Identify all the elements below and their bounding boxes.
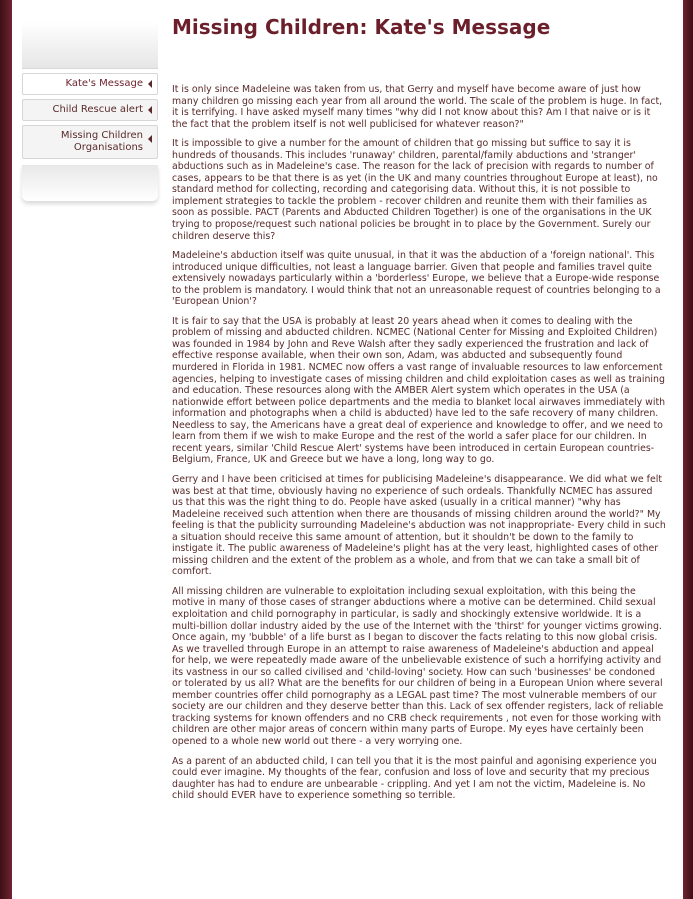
sidebar-nav: [22, 22, 158, 201]
arrow-left-icon: [148, 80, 152, 88]
sidebar-item-label: Kate's Message: [65, 78, 143, 89]
page-right-border: [683, 0, 693, 899]
article-paragraph: Madeleine's abduction itself was quite unusual, in that it was the abduction of a 'foreign national'. This introduced unique difficulties, not least a language barrier. Given that people and families travel quite extensively nowadays particularly within a 'borderless' Europe, we believe that a Europe-wide response to the problem is mandatory. I would think that not an unreasonable request of countries belonging to a 'European Union'?: [172, 250, 661, 308]
article-paragraph: It is fair to say that the USA is probably at least 20 years ahead when it comes to dealing with the problem of missing and abducted children. NCMEC (National Center for Missing and Exploited Children) was founded in 1984 by John and Reve Walsh after they sadly experienced the frustration and lack of effective response available, when their own son, Adam, was abducted and subsequently found murdered in Florida in 1981. NCMEC now offers a vast range of invaluable resources to law enforcement agencies, helping to investigate cases of missing children and child exploitation cases as well as training and education. These resources along with the AMBER Alert system which operates in the USA (a nationwide effort between police departments and the media to blanket local airwaves immediately with information and photographs when a child is abducted) have led to the safe recovery of many children. Needless to say, the Americans have a great deal of experience and knowledge to offer, and we need to learn from them if we wish to make Europe and the rest of the world a safer place for our children. In recent years, similar 'Child Rescue Alert' systems have been introduced in certain European countries- Belgium, France, UK and Greece but we have a long, long way to go.: [172, 315, 666, 466]
article-paragraph: Gerry and I have been criticised at times for publicising Madeleine's disappearance. We did what we felt was best at that time, obviously having no experience of such ordeals. Thankfully NCMEC has assured us that this was the right thing to do. People have asked (usually in a critical manner) "why has Madeleine received such attention when there are thousands of missing children around the world?" My feeling is that the publicity surrounding Madeleine's abduction was not inappropriate- Every child in such a situation should receive this same amount of attention, but it shouldn't be down to the family to instigate it. The public awareness of Madeleine's plight has at the very least, highlighted cases of other missing children and the extent of the problem as a whole, and from that we can take a small bit of comfort.: [172, 473, 666, 578]
arrow-left-icon: [148, 135, 152, 143]
sidebar-item-missing-children-organisations[interactable]: [22, 125, 158, 159]
page-container: [12, 0, 683, 899]
sidebar-item-label: Child Rescue alert: [52, 104, 143, 115]
sidebar-item-kates-message[interactable]: [22, 73, 158, 95]
sidebar-item-child-rescue-alert[interactable]: [22, 99, 158, 121]
arrow-left-icon: [148, 106, 152, 114]
sidebar-footer-decoration: [22, 165, 158, 201]
article-paragraph: All missing children are vulnerable to exploitation including sexual exploitation, with this being the motive in many of those cases of stranger abductions where a motive can be determined. Child sexual exploitation and child pornography in particular, is sadly and shockingly extensive worldwide. It is a multi-billion dollar industry aided by the use of the Internet with the 'thirst' for younger victims growing. Once again, my 'bubble' of a life burst as I began to discover the facts relating to this now global crisis. As we travelled through Europe in an attempt to raise awareness of Madeleine's abduction and appeal for help, we were repeatedly made aware of the unbelievable existence of such a horrifying activity and its vastness in our so called civilised and 'child-loving' society. How can such 'businesses' be condoned or tolerated by us all? What are the benefits for our children of being in a European Union where several member countries offer child pornography as a LEGAL past time? The most vulnerable members of our society are our children and they deserve better than this. Lack of sex offender registers, lack of reliable tracking systems for known offenders and no CRB check requirements , not even for those working with children are other major areas of concern within many parts of Europe. My eyes have certainly been opened to a whole new world out there - a very worrying one.: [172, 585, 664, 747]
article-body: [172, 84, 666, 802]
article-paragraph: It is impossible to give a number for the amount of children that go missing but suffice to say it is hundreds of thousands. This includes 'runaway' children, parental/family abductions and 'stranger' abductions such as in Madeleine's case. The reason for the lack of precision with regards to number of cases, appears to be that there is as yet (in the UK and many countries throughout Europe at least), no standard method for collecting, recording and categorising data. Without this, it is not possible to implement strategies to tackle the problem - recover children and reunite them with their families as soon as possible. PACT (Parents and Abducted Children Together) is one of the organisations in the UK trying to propose/request such national policies be brought in to place by the Government. Surely our children deserve this?: [172, 138, 658, 242]
sidebar-header-decoration: [22, 22, 158, 69]
main-content: [172, 14, 666, 810]
article-paragraph: As a parent of an abducted child, I can tell you that it is the most painful and agonising experience you could ever imagine. My thoughts of the fear, confusion and loss of love and security that my precious daughter has had to endure are unbearable - crippling. And yet I am not the victim, Madeleine is. No child should EVER have to experience something so terrible.: [172, 755, 657, 802]
article-paragraph: It is only since Madeleine was taken from us, that Gerry and myself have become aware of just how many children go missing each year from all around the world. The scale of the problem is huge. In fact, it is terrifying. I have asked myself many times "why did I not know about this? Am I that naive or is it the fact that the problem itself is not well publicised for whatever reason?": [172, 84, 663, 130]
page-left-border: [0, 0, 12, 899]
page-title: Missing Children: Kate's Message: [172, 15, 551, 39]
sidebar-item-label: Missing Children Organisations: [60, 130, 143, 153]
